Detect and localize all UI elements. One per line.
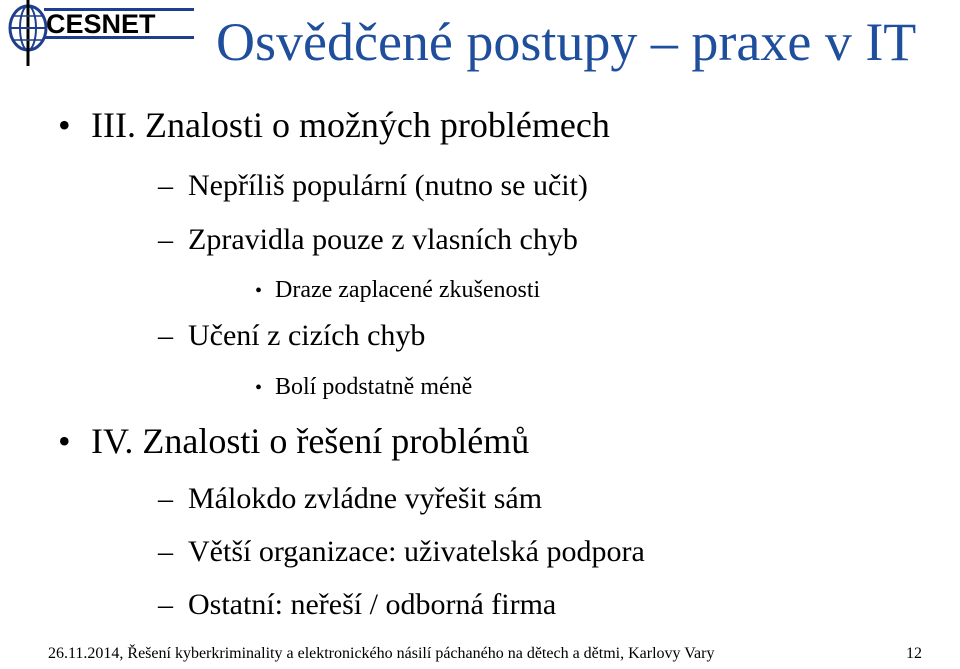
bullet-text: IV. Znalosti o řešení problémů [91, 421, 530, 461]
bullet-item-level-1 [58, 104, 610, 147]
bullet-item-level-2 [158, 318, 425, 354]
bullet-text: Nepříliš populární (nutno se učit) [188, 169, 588, 202]
bullet-item-level-2 [158, 587, 556, 623]
dash-marker: – [158, 588, 173, 621]
bullet-marker: • [58, 105, 71, 145]
bullet-text: Větší organizace: uživatelská podpora [188, 535, 645, 568]
bullet-item-level-3 [255, 276, 540, 305]
page-number: 12 [906, 645, 922, 662]
bullet-text: Málokdo zvládne vyřešit sám [188, 482, 543, 515]
dash-marker: – [158, 223, 173, 256]
bullet-text: Ostatní: neřeší / odborná firma [188, 588, 557, 621]
footer-text: 26.11.2014, Řešení kyberkriminality a elektronického násilí páchaného na dětech a dětmi, Karlovy Vary [48, 645, 715, 662]
dash-marker: – [158, 169, 173, 202]
bullet-marker: • [255, 280, 263, 302]
bullet-text: III. Znalosti o možných problémech [91, 105, 610, 145]
dash-marker: – [158, 482, 173, 515]
bullet-item-level-1 [58, 420, 529, 463]
cesnet-logo-graphic [6, 0, 196, 66]
bullet-text: Draze zaplacené zkušenosti [275, 277, 541, 303]
bullet-marker: • [255, 377, 263, 399]
bullet-item-level-2 [158, 168, 588, 204]
slide-title: Osvědčené postupy – praxe v IT [216, 12, 917, 72]
logo-text: CESNET [46, 9, 156, 39]
bullet-text: Zpravidla pouze z vlasních chyb [188, 223, 578, 256]
bullet-item-level-2 [158, 481, 542, 517]
bullet-text: Bolí podstatně méně [275, 374, 473, 400]
bullet-item-level-2 [158, 222, 578, 258]
cesnet-logo [6, 0, 196, 66]
bullet-text: Učení z cizích chyb [188, 319, 426, 352]
bullet-item-level-3 [255, 373, 472, 402]
bullet-marker: • [58, 421, 71, 461]
dash-marker: – [158, 319, 173, 352]
dash-marker: – [158, 535, 173, 568]
bullet-item-level-2 [158, 534, 645, 570]
